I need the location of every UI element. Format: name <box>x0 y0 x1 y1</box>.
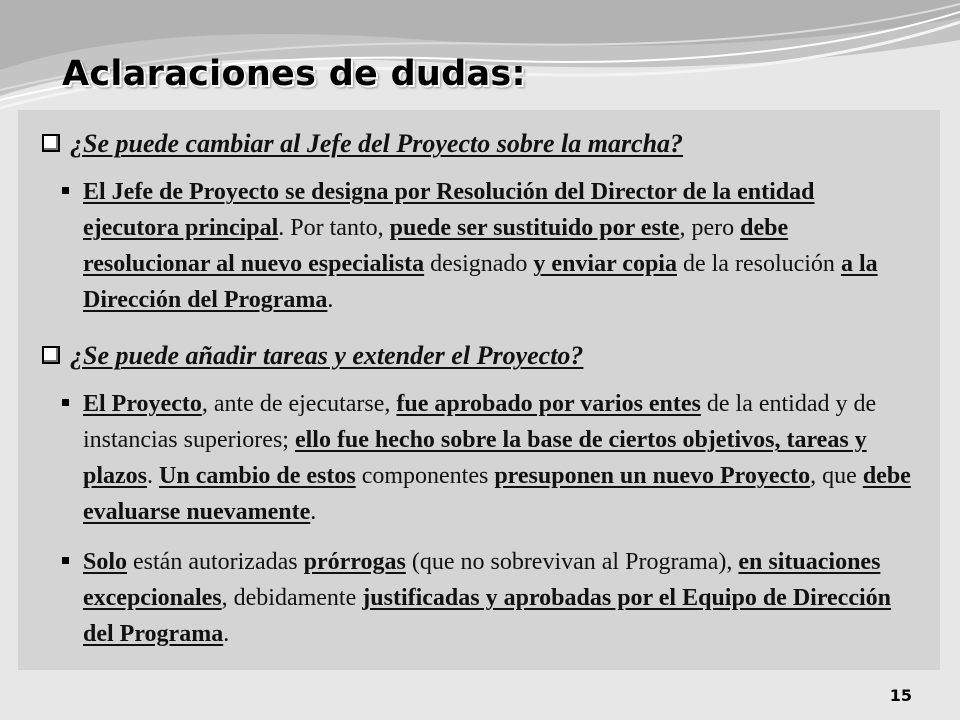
bullet-text <box>83 386 914 530</box>
emphasized-text: y enviar copia <box>533 251 677 277</box>
bullet-item <box>62 386 914 530</box>
emphasized-text: El Jefe de Proyecto se designa por Resolución del Director de la entidad ejecutora principal <box>83 179 815 241</box>
body-text: de la resolución <box>676 251 841 277</box>
emphasized-text: debe resolucionar al nuevo especialista <box>83 215 789 277</box>
body-text: (que no sobrevivan al Programa), <box>405 549 739 575</box>
emphasized-text: presuponen un nuevo Proyecto <box>494 463 811 489</box>
question-2-text: ¿Se puede añadir tareas y extender el Proyecto? <box>70 341 584 370</box>
emphasized-text: Un cambio de estos <box>159 463 356 489</box>
body-text: . <box>310 499 317 525</box>
bullet-item <box>62 174 914 318</box>
slide-title: Aclaraciones de dudas: <box>62 54 526 94</box>
body-text: componentes <box>355 463 495 489</box>
square-bullet-icon <box>62 187 69 194</box>
emphasized-text: ello fue hecho sobre la base de ciertos objetivos, tareas y plazos <box>83 427 867 489</box>
emphasized-text: a la Dirección del Programa <box>83 251 878 313</box>
question-1-text: ¿Se puede cambiar al Jefe del Proyecto sobre la marcha? <box>70 129 684 158</box>
body-text: de la entidad y de instancias superiores; <box>83 391 877 453</box>
question-1 <box>40 128 914 160</box>
body-text: , ante de ejecutarse, <box>201 391 397 417</box>
emphasized-text: justificadas y aprobadas por el Equipo de Dirección del Programa <box>83 585 892 647</box>
body-text: . <box>327 287 334 313</box>
body-text: , pero <box>679 215 741 241</box>
body-text: , debidamente <box>221 585 363 611</box>
content-panel <box>18 110 940 670</box>
emphasized-text: El Proyecto <box>83 391 202 417</box>
emphasized-text: debe evaluarse nuevamente <box>83 463 911 525</box>
emphasized-text: Solo <box>83 549 128 575</box>
body-text: . <box>223 621 230 647</box>
checkbox-bullet-icon <box>42 134 60 152</box>
body-text: designado <box>424 251 534 277</box>
body-text: . <box>147 463 160 489</box>
emphasized-text: fue aprobado por varios entes <box>396 391 701 417</box>
body-text: , que <box>810 463 863 489</box>
page-number: 15 <box>889 686 912 705</box>
bullet-item <box>62 544 914 652</box>
bullet-text <box>83 544 914 652</box>
checkbox-bullet-icon <box>42 346 60 364</box>
emphasized-text: en situaciones excepcionales <box>83 549 881 611</box>
question-2 <box>40 340 914 372</box>
body-text: están autorizadas <box>127 549 304 575</box>
emphasized-text: prórrogas <box>303 549 406 575</box>
body-text: . Por tanto, <box>278 215 390 241</box>
square-bullet-icon <box>62 399 69 406</box>
bullet-text <box>83 174 914 318</box>
square-bullet-icon <box>62 557 69 564</box>
emphasized-text: puede ser sustituido por este <box>389 215 680 241</box>
